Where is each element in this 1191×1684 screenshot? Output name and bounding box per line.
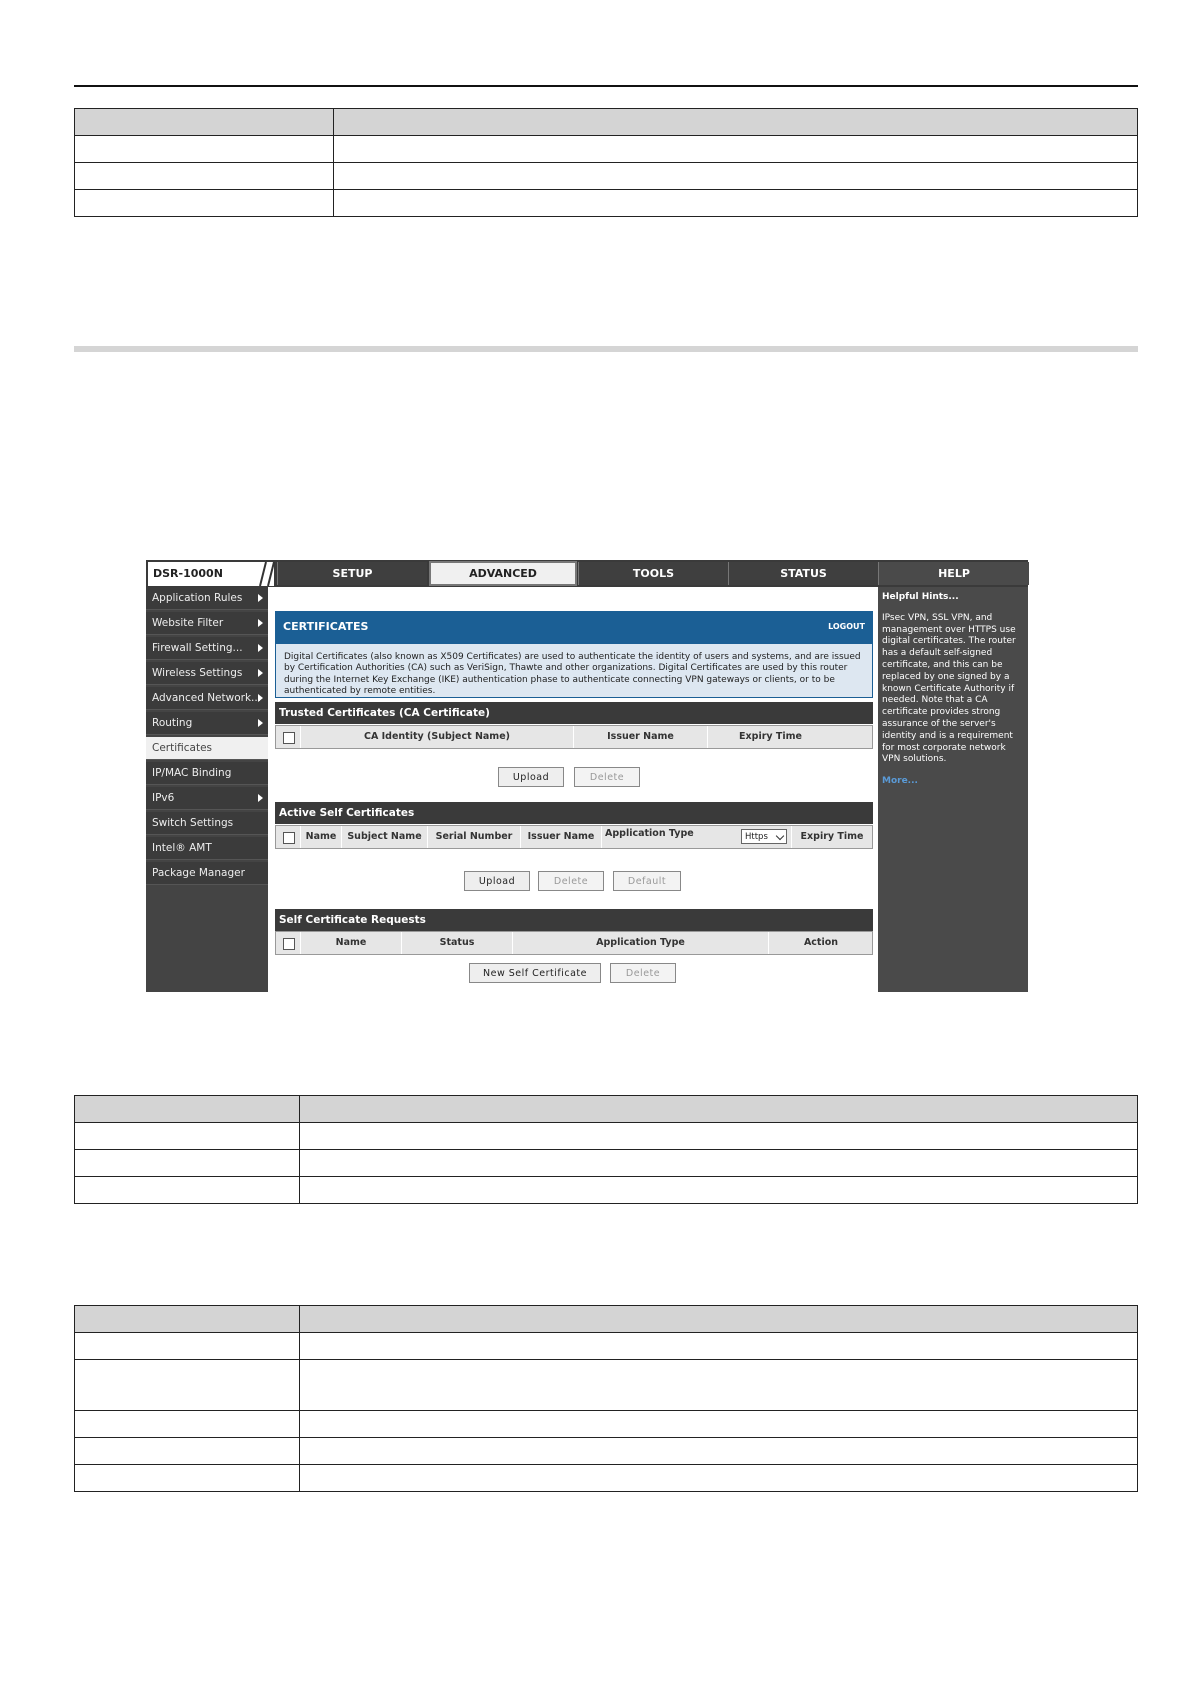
sidebar-item-label: Website Filter (152, 617, 224, 629)
sidebar-item-ipv6[interactable] (146, 787, 268, 810)
help-panel (878, 587, 1028, 992)
sidebar-item-routing[interactable] (146, 712, 268, 735)
page-description: Digital Certificates (also known as X509 Certificates) are used to authenticate the identity of users and systems, and are issued by Certification Authorities (CA) such as VeriSign, Thawte and other organizations. Digital Certificates are used by this router during the Internet Key Exchange (IKE) authentication phase to authenticate connecting VPN gateways or clients, or to be authenticated by remote entities. (275, 643, 873, 698)
doc-table-3 (74, 1305, 1138, 1492)
application-type-value: Https (745, 832, 768, 842)
col-application-type: Application Type (601, 826, 729, 848)
col-expiry-time: Expiry Time (791, 826, 872, 848)
trusted-delete-button[interactable]: Delete (574, 767, 640, 787)
trusted-certificates-title: Trusted Certificates (CA Certificate) (275, 702, 873, 724)
sidebar-item-wireless-settings[interactable] (146, 662, 268, 685)
sidebar-item-label: Advanced Network... (152, 692, 262, 704)
col-serial-number: Serial Number (427, 826, 520, 848)
tab-tools[interactable]: TOOLS (578, 562, 728, 585)
col-expiry-time: Expiry Time (707, 726, 833, 748)
requests-delete-button[interactable]: Delete (610, 963, 676, 983)
trusted-upload-button[interactable]: Upload (498, 767, 564, 787)
sidebar-item-switch-settings[interactable] (146, 812, 268, 835)
chevron-right-icon (258, 719, 263, 727)
sidebar-item-label: Intel® AMT (152, 842, 212, 854)
sidebar-item-firewall-setting[interactable] (146, 637, 268, 660)
sidebar-item-package-manager[interactable] (146, 862, 268, 885)
col-subject-name: Subject Name (341, 826, 427, 848)
col-status: Status (401, 932, 512, 954)
header-rule (74, 85, 1138, 87)
logo-slash-icon (248, 562, 278, 586)
col-name: Name (300, 932, 401, 954)
col-issuer-name: Issuer Name (573, 726, 707, 748)
chevron-right-icon (258, 594, 263, 602)
sidebar-item-label: Application Rules (152, 592, 243, 604)
col-issuer-name: Issuer Name (520, 826, 601, 848)
tab-help[interactable]: HELP (878, 562, 1029, 585)
active-delete-button[interactable]: Delete (538, 871, 604, 891)
sidebar-item-label: Switch Settings (152, 817, 234, 829)
sidebar-item-label: Wireless Settings (152, 667, 243, 679)
doc-table-1 (74, 108, 1138, 217)
sidebar-item-advanced-network[interactable] (146, 687, 268, 710)
sidebar (146, 587, 268, 992)
main-content (268, 587, 878, 992)
router-ui-screenshot (146, 560, 1028, 992)
col-application-type: Application Type (512, 932, 768, 954)
chevron-right-icon (258, 644, 263, 652)
chevron-right-icon (258, 694, 263, 702)
chevron-down-icon (776, 832, 784, 840)
select-all-checkbox[interactable] (283, 832, 295, 844)
active-upload-button[interactable]: Upload (464, 871, 530, 891)
sidebar-item-certificates[interactable] (146, 737, 268, 760)
help-more-link[interactable]: More... (882, 776, 918, 787)
select-all-checkbox[interactable] (283, 732, 295, 744)
logout-link[interactable]: LOGOUT (828, 622, 865, 631)
new-self-certificate-button[interactable]: New Self Certificate (469, 963, 601, 983)
active-self-certificates-title: Active Self Certificates (275, 802, 873, 824)
top-nav-bar (146, 560, 1028, 587)
page-title: CERTIFICATES (283, 620, 369, 633)
chevron-right-icon (258, 794, 263, 802)
requests-table-header (275, 931, 873, 955)
sidebar-item-application-rules[interactable] (146, 587, 268, 610)
sidebar-item-label: Firewall Setting... (152, 642, 243, 654)
help-text: IPsec VPN, SSL VPN, and management over HTTPS use digital certificates. The router has a default self-signed certificate, and this can be replaced by one signed by a known Certificate Authority if needed. Note that a CA certificate provides strong assurance of the server's identity and is a requirement for most corporate network VPN solutions. (882, 612, 1016, 765)
logo-text: DSR-1000N (153, 567, 223, 580)
chevron-right-icon (258, 619, 263, 627)
sidebar-item-intel-amt[interactable] (146, 837, 268, 860)
product-logo (148, 562, 274, 586)
select-all-checkbox[interactable] (283, 938, 295, 950)
trusted-table-header (275, 725, 873, 749)
help-title: Helpful Hints... (882, 592, 959, 602)
sidebar-item-website-filter[interactable] (146, 612, 268, 635)
active-default-button[interactable]: Default (613, 871, 681, 891)
sidebar-item-label: Routing (152, 717, 193, 729)
tab-setup[interactable]: SETUP (277, 562, 427, 585)
sidebar-item-label: Certificates (152, 742, 213, 754)
sidebar-item-label: Package Manager (152, 867, 245, 879)
col-action: Action (768, 932, 873, 954)
application-type-select[interactable] (741, 829, 787, 844)
section-divider (74, 346, 1138, 352)
tab-status[interactable]: STATUS (728, 562, 878, 585)
doc-table-2 (74, 1095, 1138, 1204)
col-name: Name (300, 826, 341, 848)
active-table-header (275, 825, 873, 849)
chevron-right-icon (258, 669, 263, 677)
self-certificate-requests-title: Self Certificate Requests (275, 909, 873, 931)
page-header (275, 611, 873, 643)
tab-advanced[interactable]: ADVANCED (429, 561, 577, 586)
sidebar-item-label: IP/MAC Binding (152, 767, 232, 779)
sidebar-item-label: IPv6 (152, 792, 175, 804)
sidebar-item-ip-mac-binding[interactable] (146, 762, 268, 785)
col-ca-identity: CA Identity (Subject Name) (300, 726, 573, 748)
